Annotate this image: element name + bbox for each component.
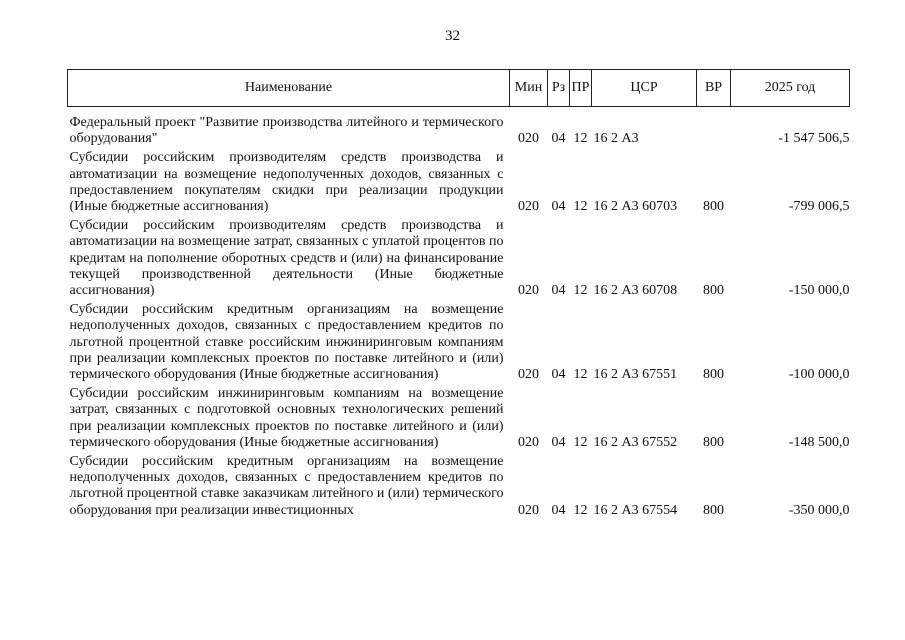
row-pr: 12: [573, 199, 588, 215]
table-row: [68, 302, 850, 386]
page-number: 32: [445, 28, 460, 44]
row-rz: 04: [551, 131, 566, 147]
table-row: [68, 107, 850, 151]
header-rz: Рз: [548, 70, 570, 107]
row-csr: 16 2 А3 67554: [593, 502, 678, 518]
row-rz: 04: [551, 283, 566, 299]
header-csr: ЦСР: [592, 70, 697, 107]
row-pr: 12: [573, 502, 588, 518]
row-min: 020: [518, 199, 539, 215]
budget-table: [67, 69, 850, 522]
table-row: [68, 386, 850, 454]
row-name: Субсидии российским производителям средств производства и автоматизации на возмещение недополученных доходов, связанных с предоставлением покупателям скидки при реализации продукции (Иные бюджетные ассигнования): [69, 150, 504, 215]
header-year: 2025 год: [731, 70, 850, 107]
row-csr: 16 2 А3 60708: [593, 283, 678, 299]
row-pr: 12: [573, 367, 588, 383]
row-vr: 800: [703, 434, 724, 450]
row-rz: 04: [551, 199, 566, 215]
row-pr: 12: [573, 434, 588, 450]
row-csr: 16 2 А3 67551: [593, 367, 678, 383]
header-name: Наименование: [68, 70, 510, 107]
row-csr: 16 2 А3 67552: [593, 434, 678, 450]
row-pr: 12: [573, 283, 588, 299]
row-name: Субсидии российским инжиниринговым компаниям на возмещение затрат, связанных с подготовкой основных технологических решений при реализации комплексных проектов по поставке литейного и (или) термического оборудования (Иные бюджетные ассигнования): [69, 386, 504, 450]
row-min: 020: [518, 283, 539, 299]
row-csr: 16 2 А3 60703: [593, 199, 678, 215]
row-vr: 800: [703, 367, 724, 383]
row-amount: -1 547 506,5: [778, 131, 850, 147]
row-amount: -150 000,0: [788, 283, 850, 299]
row-min: 020: [518, 131, 539, 147]
table-row: [68, 150, 850, 218]
row-vr: 800: [703, 199, 724, 215]
header-pr: ПР: [570, 70, 592, 107]
row-amount: -148 500,0: [788, 434, 850, 450]
row-name: Федеральный проект "Развитие производства литейного и термического оборудования": [69, 115, 504, 147]
row-name: Субсидии российским производителям средств производства и автоматизации на возмещение затрат, связанных с уплатой процентов по кредитам на пополнение оборотных средств и (или) на финансирование текущей производственной деятельности (Иные бюджетные ассигнования): [69, 218, 504, 299]
header-min: Мин: [510, 70, 548, 107]
table-header: [68, 70, 850, 107]
row-rz: 04: [551, 502, 566, 518]
table-row: [68, 218, 850, 302]
row-amount: -799 006,5: [788, 199, 850, 215]
row-rz: 04: [551, 434, 566, 450]
row-amount: -100 000,0: [788, 367, 850, 383]
row-name: Субсидии российским кредитным организациям на возмещение недополученных доходов, связанных с предоставлением кредитов по льготной процентной ставке российским инжиниринговым компаниям при реализации комплексных проектов по поставке литейного и (или) термического оборудования (Иные бюджетные ассигнования): [69, 302, 504, 383]
table-row: [68, 454, 850, 522]
header-vr: ВР: [697, 70, 731, 107]
row-csr: 16 2 А3: [593, 131, 639, 147]
row-min: 020: [518, 434, 539, 450]
row-vr: 800: [703, 502, 724, 518]
row-pr: 12: [573, 131, 588, 147]
row-amount: -350 000,0: [788, 502, 850, 518]
row-vr: [697, 107, 731, 151]
row-vr: 800: [703, 283, 724, 299]
row-min: 020: [518, 367, 539, 383]
row-name: Субсидии российским кредитным организациям на возмещение недополученных доходов, связанных с предоставлением кредитов по льготной процентной ставке заказчикам литейного и (или) термического оборудования при реализации инвестиционных: [69, 454, 504, 518]
row-min: 020: [518, 502, 539, 518]
row-rz: 04: [551, 367, 566, 383]
